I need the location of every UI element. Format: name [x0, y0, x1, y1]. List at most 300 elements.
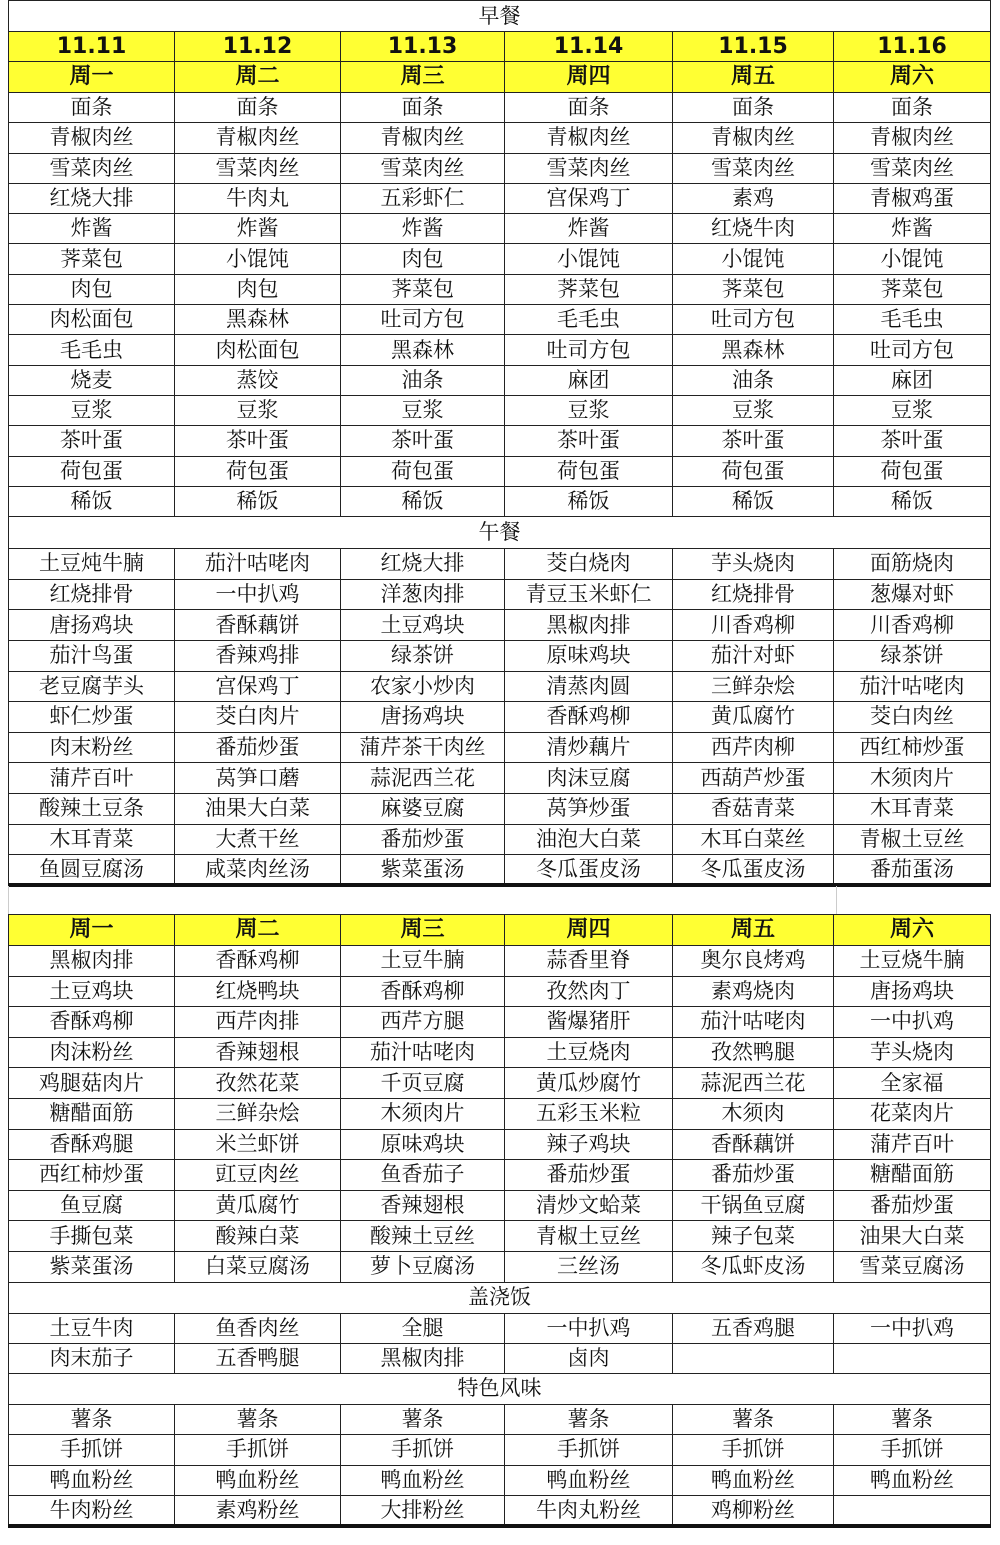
menu-item: 青椒肉丝: [673, 123, 834, 153]
menu-item: 手抓饼: [834, 1435, 991, 1466]
table-row: [9, 976, 991, 1007]
menu-item: 虾仁炒蛋: [9, 702, 175, 733]
menu-item: 土豆烧肉: [505, 1037, 673, 1068]
menu-item: 卤肉: [505, 1343, 673, 1373]
table-row: [9, 946, 991, 977]
menu-item: 土豆炖牛腩: [9, 549, 175, 580]
menu-item: 麻团: [834, 365, 991, 395]
table-row: [9, 1037, 991, 1068]
menu-item: 木须肉片: [341, 1098, 505, 1129]
menu-item: 青椒肉丝: [9, 123, 175, 153]
menu-item: 毛毛虫: [505, 305, 673, 335]
menu-item: 冬瓜蛋皮汤: [505, 855, 673, 886]
menu-item: 黄瓜炒腐竹: [505, 1068, 673, 1099]
menu-item: 荷包蛋: [175, 456, 341, 486]
menu-item: 炸酱: [175, 214, 341, 244]
menu-item: 番茄蛋汤: [834, 855, 991, 886]
menu-item: 雪菜肉丝: [9, 153, 175, 183]
menu-item: 素鸡: [673, 183, 834, 213]
menu-item: 青椒土豆丝: [834, 824, 991, 855]
table-gap: [8, 886, 991, 914]
table-row: [9, 426, 991, 456]
menu-item: 香酥藕饼: [175, 610, 341, 641]
menu-item: 肉包: [9, 274, 175, 304]
menu-item: 雪菜肉丝: [505, 153, 673, 183]
menu-item: [834, 1496, 991, 1527]
menu-item: 荷包蛋: [9, 456, 175, 486]
date-cell: 11.14: [505, 32, 673, 62]
menu-item: 葱爆对虾: [834, 579, 991, 610]
menu-item: 豆浆: [834, 395, 991, 425]
menu-item: 西红柿炒蛋: [9, 1160, 175, 1191]
weekday-cell: 周三: [341, 62, 505, 93]
menu-item: 茄汁对虾: [673, 640, 834, 671]
menu-item: 唐扬鸡块: [9, 610, 175, 641]
table-row: [9, 1160, 991, 1191]
menu-item: 鸭血粉丝: [673, 1465, 834, 1496]
menu-item: 鱼香茄子: [341, 1160, 505, 1191]
menu-item: 番茄炒蛋: [341, 824, 505, 855]
menu-item: 芋头烧肉: [834, 1037, 991, 1068]
menu-item: 茄汁咕咾肉: [673, 1007, 834, 1038]
menu-item: 冬瓜蛋皮汤: [673, 855, 834, 886]
menu-item: 土豆牛腩: [341, 946, 505, 977]
menu-item: 荠菜包: [673, 274, 834, 304]
menu-item: 素鸡烧肉: [673, 976, 834, 1007]
menu-item: 面条: [341, 93, 505, 123]
menu-item: 芋头烧肉: [673, 549, 834, 580]
menu-item: 薯条: [673, 1404, 834, 1435]
menu-item: 牛肉丸: [175, 183, 341, 213]
menu-item: 肉包: [175, 274, 341, 304]
weekday-header-row: [9, 915, 991, 946]
menu-item: 一中扒鸡: [834, 1007, 991, 1038]
table-row: [9, 610, 991, 641]
menu-item: 面筋烧肉: [834, 549, 991, 580]
weekday-cell: 周六: [834, 915, 991, 946]
date-cell: 11.13: [341, 32, 505, 62]
menu-item: 冬瓜虾皮汤: [673, 1251, 834, 1282]
menu-item: 三丝汤: [505, 1251, 673, 1282]
menu-item: 牛肉粉丝: [9, 1496, 175, 1527]
menu-item: 鸭血粉丝: [9, 1465, 175, 1496]
menu-item: 面条: [834, 93, 991, 123]
menu-item: 木耳青菜: [834, 793, 991, 824]
menu-item: 紫菜蛋汤: [341, 855, 505, 886]
menu-item: 荷包蛋: [834, 456, 991, 486]
section-title-breakfast: 早餐: [9, 1, 991, 32]
date-cell: 11.16: [834, 32, 991, 62]
table-row: [9, 1068, 991, 1099]
menu-item: 薯条: [505, 1404, 673, 1435]
menu-item: 鸡柳粉丝: [673, 1496, 834, 1527]
menu-item: 蒜香里脊: [505, 946, 673, 977]
menu-item: 毛毛虫: [834, 305, 991, 335]
menu-item: 唐扬鸡块: [834, 976, 991, 1007]
menu-item: 青椒肉丝: [505, 123, 673, 153]
menu-item: 吐司方包: [834, 335, 991, 365]
table-row: [9, 640, 991, 671]
menu-item: 萝卜豆腐汤: [341, 1251, 505, 1282]
menu-item: 薯条: [175, 1404, 341, 1435]
table-row: [9, 1098, 991, 1129]
menu-item: 蒲芹百叶: [834, 1129, 991, 1160]
menu-item: 荷包蛋: [505, 456, 673, 486]
menu-item: 鸡腿菇肉片: [9, 1068, 175, 1099]
menu-item: 雪菜肉丝: [834, 153, 991, 183]
menu-item: 番茄炒蛋: [673, 1160, 834, 1191]
menu-item: 五香鸡腿: [673, 1313, 834, 1343]
table-row: [9, 123, 991, 153]
weekday-header-row: [9, 62, 991, 93]
menu-item: 红烧排骨: [673, 579, 834, 610]
menu-item: 香菇青菜: [673, 793, 834, 824]
menu-item: 蒜泥西兰花: [673, 1068, 834, 1099]
menu-item: 千页豆腐: [341, 1068, 505, 1099]
table-row: [9, 244, 991, 274]
table-row: [9, 1251, 991, 1282]
menu-item: 红烧大排: [9, 183, 175, 213]
menu-item: 手抓饼: [505, 1435, 673, 1466]
menu-item: 青椒鸡蛋: [834, 183, 991, 213]
menu-item: [834, 1343, 991, 1373]
table-row: [9, 1404, 991, 1435]
menu-item: 手抓饼: [175, 1435, 341, 1466]
menu-item: 洋葱肉排: [341, 579, 505, 610]
menu-item: 鱼圆豆腐汤: [9, 855, 175, 886]
menu-item: 干锅鱼豆腐: [673, 1190, 834, 1221]
menu-item: 番茄炒蛋: [834, 1190, 991, 1221]
menu-item: 茄汁咕咾肉: [175, 549, 341, 580]
menu-item: 薯条: [9, 1404, 175, 1435]
menu-item: 雪菜肉丝: [673, 153, 834, 183]
menu-item: 面条: [175, 93, 341, 123]
menu-item: 香辣鸡排: [175, 640, 341, 671]
menu-item: 牛肉丸粉丝: [505, 1496, 673, 1527]
menu-item: 红烧鸭块: [175, 976, 341, 1007]
menu-item: 蒲芹茶干肉丝: [341, 732, 505, 763]
menu-item: 土豆鸡块: [9, 976, 175, 1007]
menu-item: 清炒藕片: [505, 732, 673, 763]
menu-item: 三鲜杂烩: [673, 671, 834, 702]
menu-item: 酸辣土豆条: [9, 793, 175, 824]
menu-item: 手抓饼: [9, 1435, 175, 1466]
menu-item: 孜然鸭腿: [673, 1037, 834, 1068]
menu-item: 稀饭: [175, 486, 341, 516]
menu-item: 川香鸡柳: [834, 610, 991, 641]
menu-item: 土豆牛肉: [9, 1313, 175, 1343]
menu-item: 米兰虾饼: [175, 1129, 341, 1160]
menu-item: 黄瓜腐竹: [175, 1190, 341, 1221]
menu-item: 肉包: [341, 244, 505, 274]
menu-item: 荠菜包: [505, 274, 673, 304]
date-cell: 11.12: [175, 32, 341, 62]
menu-item: 小馄饨: [505, 244, 673, 274]
menu-item: 稀饭: [673, 486, 834, 516]
menu-item: 茭白肉丝: [834, 702, 991, 733]
section-title-rice-bowl-row: [9, 1282, 991, 1313]
menu-item: 茶叶蛋: [9, 426, 175, 456]
table-row: [9, 305, 991, 335]
menu-item: 一中扒鸡: [175, 579, 341, 610]
table-row: [9, 1343, 991, 1373]
menu-item: 绿茶饼: [834, 640, 991, 671]
menu-item: 豆浆: [341, 395, 505, 425]
table-row: [9, 855, 991, 886]
menu-item: 青豆玉米虾仁: [505, 579, 673, 610]
menu-item: 全家福: [834, 1068, 991, 1099]
menu-item: 土豆烧牛腩: [834, 946, 991, 977]
menu-item: 清炒文蛤菜: [505, 1190, 673, 1221]
menu-table-breakfast-lunch: [8, 0, 991, 887]
menu-item: 川香鸡柳: [673, 610, 834, 641]
menu-item: 肉松面包: [9, 305, 175, 335]
menu-item: 黑森林: [341, 335, 505, 365]
menu-item: 莴笋炒蛋: [505, 793, 673, 824]
menu-item: 蒲芹百叶: [9, 763, 175, 794]
table-row: [9, 702, 991, 733]
weekday-cell: 周六: [834, 62, 991, 93]
menu-item: 荷包蛋: [341, 456, 505, 486]
menu-item: 五彩虾仁: [341, 183, 505, 213]
table-row: [9, 1007, 991, 1038]
menu-item: 孜然肉丁: [505, 976, 673, 1007]
menu-item: 面条: [673, 93, 834, 123]
menu-item: 毛毛虫: [9, 335, 175, 365]
menu-item: 茭白肉片: [175, 702, 341, 733]
menu-item: 香酥鸡柳: [505, 702, 673, 733]
menu-item: 西葫芦炒蛋: [673, 763, 834, 794]
table-row: [9, 1129, 991, 1160]
menu-item: 土豆鸡块: [341, 610, 505, 641]
section-title-rice-bowl: 盖浇饭: [9, 1282, 991, 1313]
menu-item: 荠菜包: [9, 244, 175, 274]
menu-item: 宫保鸡丁: [505, 183, 673, 213]
menu-item: 鸭血粉丝: [505, 1465, 673, 1496]
menu-item: 花菜肉片: [834, 1098, 991, 1129]
menu-item: 吐司方包: [673, 305, 834, 335]
menu-item: 香辣翅根: [341, 1190, 505, 1221]
menu-item: 番茄炒蛋: [175, 732, 341, 763]
menu-item: 西芹方腿: [341, 1007, 505, 1038]
menu-item: 鸭血粉丝: [834, 1465, 991, 1496]
menu-item: 肉沫粉丝: [9, 1037, 175, 1068]
menu-item: 鱼豆腐: [9, 1190, 175, 1221]
menu-item: 番茄炒蛋: [505, 1160, 673, 1191]
menu-item: 青椒肉丝: [834, 123, 991, 153]
menu-item: 荷包蛋: [673, 456, 834, 486]
menu-item: 豇豆肉丝: [175, 1160, 341, 1191]
menu-item: 糖醋面筋: [834, 1160, 991, 1191]
menu-item: 黑椒肉排: [9, 946, 175, 977]
menu-item: 香酥鸡柳: [341, 976, 505, 1007]
menu-item: 油泡大白菜: [505, 824, 673, 855]
menu-item: 辣子包菜: [673, 1221, 834, 1252]
table-row: [9, 1465, 991, 1496]
menu-item: 荠菜包: [341, 274, 505, 304]
menu-item: 白菜豆腐汤: [175, 1251, 341, 1282]
weekday-cell: 周四: [505, 915, 673, 946]
menu-item: 红烧大排: [341, 549, 505, 580]
menu-item: 五香鸭腿: [175, 1343, 341, 1373]
menu-item: 豆浆: [673, 395, 834, 425]
menu-item: 五彩玉米粒: [505, 1098, 673, 1129]
menu-item: 香酥鸡柳: [9, 1007, 175, 1038]
table-row: [9, 93, 991, 123]
menu-item: 鱼香肉丝: [175, 1313, 341, 1343]
menu-item: 肉末茄子: [9, 1343, 175, 1373]
table-row: [9, 1313, 991, 1343]
menu-item: [673, 1343, 834, 1373]
table-row: [9, 214, 991, 244]
menu-item: 小馄饨: [834, 244, 991, 274]
table-row: [9, 274, 991, 304]
menu-item: 大煮干丝: [175, 824, 341, 855]
menu-item: 豆浆: [9, 395, 175, 425]
table-row: [9, 824, 991, 855]
menu-item: 麻婆豆腐: [341, 793, 505, 824]
menu-item: 西红柿炒蛋: [834, 732, 991, 763]
menu-item: 孜然花菜: [175, 1068, 341, 1099]
menu-item: 面条: [9, 93, 175, 123]
menu-item: 素鸡粉丝: [175, 1496, 341, 1527]
menu-item: 三鲜杂烩: [175, 1098, 341, 1129]
menu-item: 黑椒肉排: [505, 610, 673, 641]
menu-item: 青椒肉丝: [341, 123, 505, 153]
menu-item: 面条: [505, 93, 673, 123]
menu-item: 原味鸡块: [341, 1129, 505, 1160]
menu-item: 吐司方包: [505, 335, 673, 365]
menu-item: 薯条: [834, 1404, 991, 1435]
menu-item: 豆浆: [175, 395, 341, 425]
section-title-lunch-row: [9, 517, 991, 549]
table-row: [9, 335, 991, 365]
menu-item: 油条: [341, 365, 505, 395]
menu-item: 香辣翅根: [175, 1037, 341, 1068]
menu-item: 绿茶饼: [341, 640, 505, 671]
menu-item: 酸辣土豆丝: [341, 1221, 505, 1252]
menu-item: 烧麦: [9, 365, 175, 395]
menu-item: 鸭血粉丝: [175, 1465, 341, 1496]
menu-item: 老豆腐芋头: [9, 671, 175, 702]
menu-item: 农家小炒肉: [341, 671, 505, 702]
menu-item: 蒜泥西兰花: [341, 763, 505, 794]
menu-item: 油果大白菜: [834, 1221, 991, 1252]
weekday-cell: 周一: [9, 62, 175, 93]
menu-item: 西芹肉柳: [673, 732, 834, 763]
section-title-specialty-row: [9, 1373, 991, 1404]
table-row: [9, 549, 991, 580]
menu-item: 清蒸肉圆: [505, 671, 673, 702]
table-row: [9, 395, 991, 425]
menu-item: 宫保鸡丁: [175, 671, 341, 702]
table-row: [9, 365, 991, 395]
menu-item: 荠菜包: [834, 274, 991, 304]
menu-item: 酸辣白菜: [175, 1221, 341, 1252]
menu-item: 炸酱: [341, 214, 505, 244]
menu-item: 手抓饼: [673, 1435, 834, 1466]
menu-item: 一中扒鸡: [505, 1313, 673, 1343]
menu-item: 茭白烧肉: [505, 549, 673, 580]
section-title-breakfast-row: [9, 1, 991, 32]
weekday-cell: 周三: [341, 915, 505, 946]
menu-item: 糖醋面筋: [9, 1098, 175, 1129]
menu-item: 木须肉片: [834, 763, 991, 794]
menu-item: 稀饭: [9, 486, 175, 516]
menu-item: 鸭血粉丝: [341, 1465, 505, 1496]
menu-item: 香酥藕饼: [673, 1129, 834, 1160]
menu-item: 稀饭: [834, 486, 991, 516]
menu-item: 黄瓜腐竹: [673, 702, 834, 733]
menu-item: 肉松面包: [175, 335, 341, 365]
table-row: [9, 1435, 991, 1466]
weekday-cell: 周一: [9, 915, 175, 946]
menu-item: 茶叶蛋: [673, 426, 834, 456]
menu-item: 油条: [673, 365, 834, 395]
menu-item: 茶叶蛋: [834, 426, 991, 456]
menu-item: 吐司方包: [341, 305, 505, 335]
menu-item: 黑椒肉排: [341, 1343, 505, 1373]
menu-item: 雪菜肉丝: [341, 153, 505, 183]
menu-item: 酱爆猪肝: [505, 1007, 673, 1038]
table-row: [9, 1496, 991, 1527]
menu-item: 黑森林: [175, 305, 341, 335]
menu-item: 茶叶蛋: [341, 426, 505, 456]
table-row: [9, 671, 991, 702]
weekday-cell: 周五: [673, 62, 834, 93]
menu-item: 雪菜肉丝: [175, 153, 341, 183]
section-title-lunch: 午餐: [9, 517, 991, 549]
menu-item: 蒸饺: [175, 365, 341, 395]
table-row: [9, 763, 991, 794]
menu-item: 茄汁咕咾肉: [341, 1037, 505, 1068]
menu-item: 辣子鸡块: [505, 1129, 673, 1160]
menu-item: 红烧牛肉: [673, 214, 834, 244]
menu-item: 唐扬鸡块: [341, 702, 505, 733]
menu-item: 雪菜豆腐汤: [834, 1251, 991, 1282]
weekday-cell: 周二: [175, 915, 341, 946]
section-title-specialty: 特色风味: [9, 1373, 991, 1404]
table-row: [9, 1190, 991, 1221]
table-row: [9, 456, 991, 486]
menu-item: 青椒土豆丝: [505, 1221, 673, 1252]
menu-item: 木须肉: [673, 1098, 834, 1129]
table-row: [9, 793, 991, 824]
date-cell: 11.15: [673, 32, 834, 62]
menu-item: 茶叶蛋: [505, 426, 673, 456]
menu-item: 大排粉丝: [341, 1496, 505, 1527]
menu-item: 紫菜蛋汤: [9, 1251, 175, 1282]
menu-item: 木耳白菜丝: [673, 824, 834, 855]
menu-item: 炸酱: [834, 214, 991, 244]
menu-item: 青椒肉丝: [175, 123, 341, 153]
menu-item: 莴笋口蘑: [175, 763, 341, 794]
weekday-cell: 周五: [673, 915, 834, 946]
menu-item: 全腿: [341, 1313, 505, 1343]
menu-item: 肉沫豆腐: [505, 763, 673, 794]
date-header-row: [9, 32, 991, 62]
weekday-cell: 周二: [175, 62, 341, 93]
menu-item: 奥尔良烤鸡: [673, 946, 834, 977]
menu-item: 咸菜肉丝汤: [175, 855, 341, 886]
menu-item: 稀饭: [505, 486, 673, 516]
table-row: [9, 183, 991, 213]
menu-table-dinner-extras: [8, 914, 991, 1528]
menu-item: 一中扒鸡: [834, 1313, 991, 1343]
date-cell: 11.11: [9, 32, 175, 62]
menu-item: 黑森林: [673, 335, 834, 365]
menu-item: 小馄饨: [175, 244, 341, 274]
